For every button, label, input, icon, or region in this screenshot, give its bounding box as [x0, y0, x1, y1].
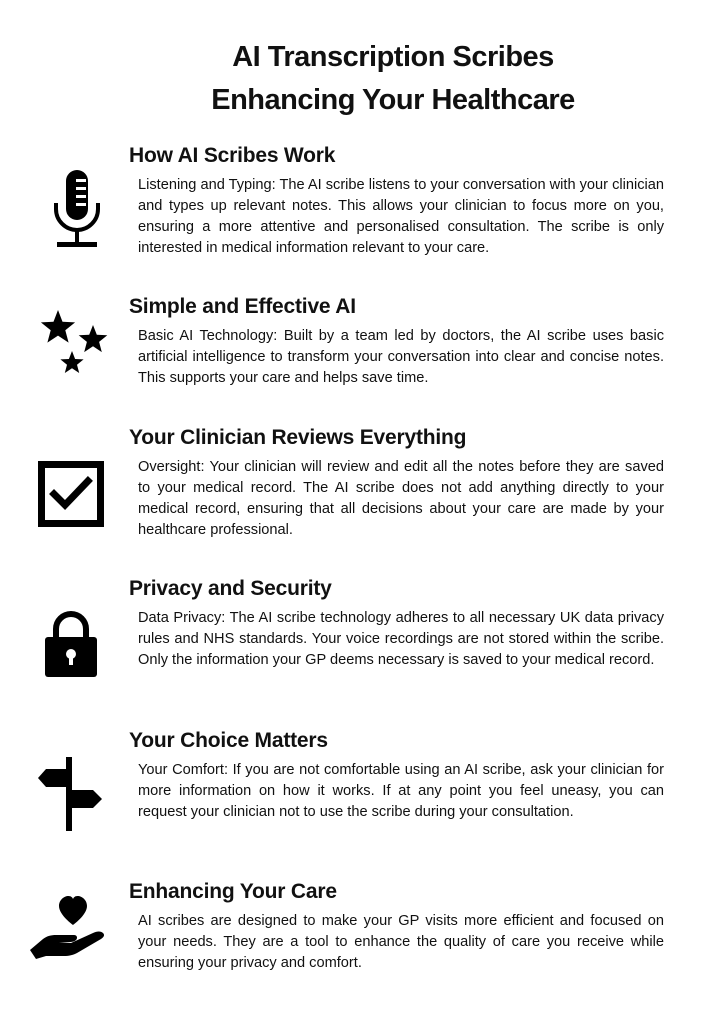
section-heading: Your Choice Matters: [129, 729, 328, 752]
section-body: Data Privacy: The AI scribe technology adheres to all necessary UK data privacy rules and NHS standards. Your voice recordings are not stored within the scribe. Only the information your GP deems necessary is saved to your medical record.: [138, 610, 664, 668]
checkbox-icon: [38, 461, 104, 527]
heart-in-hand-icon: [29, 895, 111, 961]
section-body: Your Comfort: If you are not comfortable using an AI scribe, ask your clinician for more information on how it works. If at any point you feel uneasy, you can request your clinician not to use the scribe during your consultation.: [138, 762, 664, 820]
padlock-icon: [44, 610, 98, 678]
section-body: AI scribes are designed to make your GP visits more efficient and focused on your needs. They are a tool to enhance the quality of care you receive while ensuring your privacy and comfort.: [138, 913, 664, 971]
section-body: Oversight: Your clinician will review and edit all the notes before they are saved to your medical record. The AI scribe does not add anything directly to your medical record, ensuring that all decisions about your care are made by your healthcare professional.: [138, 459, 664, 538]
section-heading: Your Clinician Reviews Everything: [129, 426, 467, 449]
page-title-line-1: AI Transcription Scribes: [232, 41, 554, 73]
page-title: [0, 36, 724, 122]
page-title-line-2: Enhancing Your Healthcare: [211, 84, 575, 116]
section-heading: Privacy and Security: [129, 577, 332, 600]
stars-icon: [38, 308, 110, 380]
signpost-icon: [37, 757, 103, 831]
section-heading: Simple and Effective AI: [129, 295, 356, 318]
microphone-icon: [52, 169, 102, 251]
section-body: Basic AI Technology: Built by a team led by doctors, the AI scribe uses basic artificial intelligence to transform your conversation into clear and concise notes. This supports your care and helps save time.: [138, 328, 664, 386]
section-body: Listening and Typing: The AI scribe listens to your conversation with your clinician and types up relevant notes. This allows your clinician to focus more on you, ensuring a more attentive and personalised consultation. The scribe is only interested in medical information relevant to your care.: [138, 177, 664, 256]
section-heading: How AI Scribes Work: [129, 144, 336, 167]
section-heading: Enhancing Your Care: [129, 880, 337, 903]
